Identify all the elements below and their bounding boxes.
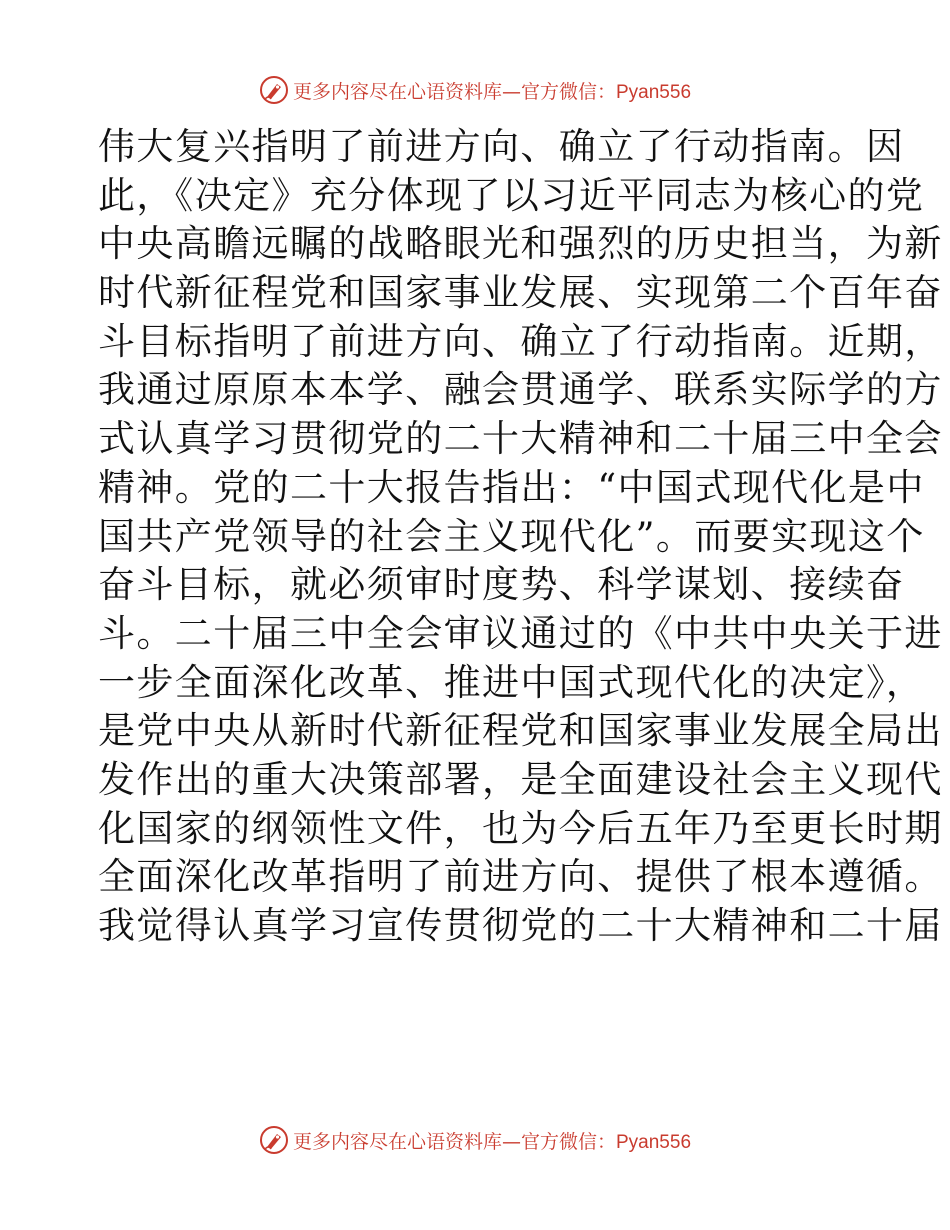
body-line: 化国家的纲领性文件，也为今后五年乃至更长时期 [98,806,943,850]
body-line: 一步全面深化改革、推进中国式现代化的决定》， [98,660,925,704]
body-line: 是党中央从新时代新征程党和国家事业发展全局出 [98,709,943,753]
pen-nib-logo-icon [259,75,289,105]
body-line: 伟大复兴指明了前进方向、确立了行动指南。因 [98,125,905,168]
watermark-label: 更多内容尽在心语资料库—官方微信： [292,80,616,103]
body-line: 中央高瞻远瞩的战略眼光和强烈的历史担当，为新 [98,222,943,266]
body-line: 此，《决定》充分体现了以习近平同志为核心的党 [98,173,925,217]
watermark-wechat-id: Pyan556 [616,81,692,103]
footer-watermark [0,1120,950,1160]
document-body [98,123,943,951]
watermark-wechat-id: Pyan556 [616,1131,692,1153]
body-line: 式认真学习贯彻党的二十大精神和二十届三中全会 [98,417,943,461]
body-line: 国共产党领导的社会主义现代化”。而要实现这个 [98,514,925,558]
watermark-label: 更多内容尽在心语资料库—官方微信： [292,1130,616,1153]
header-watermark [0,70,950,110]
body-line: 全面深化改革指明了前进方向、提供了根本遵循。 [98,855,943,899]
body-line: 我通过原原本本学、融会贯通学、联系实际学的方 [98,368,943,412]
body-line: 精神。党的二十大报告指出：“中国式现代化是中 [98,465,925,509]
body-line: 斗目标指明了前进方向、确立了行动指南。近期， [98,319,943,363]
body-line: 斗。二十届三中全会审议通过的《中共中央关于进 [98,611,943,655]
watermark-text [293,1127,691,1154]
watermark-text [293,77,691,104]
body-line: 时代新征程党和国家事业发展、实现第二个百年奋 [98,271,943,315]
pen-nib-logo-icon [259,1125,289,1155]
body-line: 我觉得认真学习宣传贯彻党的二十大精神和二十届 [98,904,943,947]
body-line: 奋斗目标，就必须审时度势、科学谋划、接续奋 [98,563,905,607]
body-line: 发作出的重大决策部署，是全面建设社会主义现代 [98,757,943,801]
